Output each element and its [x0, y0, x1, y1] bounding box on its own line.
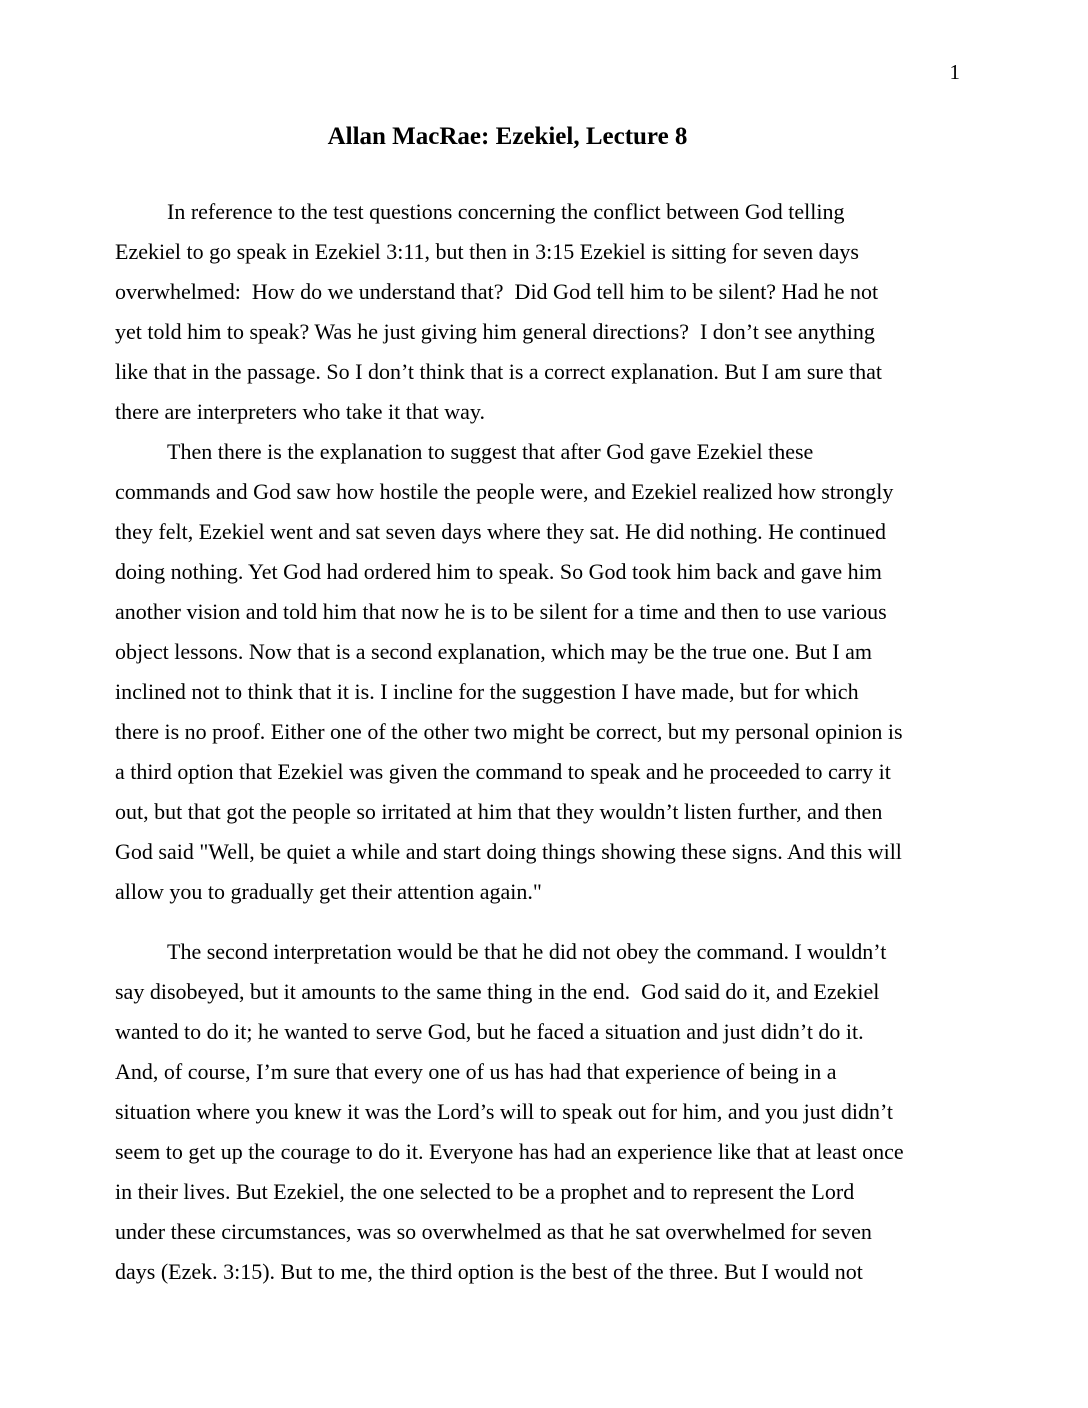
text-line: seem to get up the courage to do it. Everyone has had an experience like that at least once	[115, 1139, 904, 1164]
page-number: 1	[949, 60, 960, 84]
document-title: Allan MacRae: Ezekiel, Lecture 8	[327, 123, 688, 150]
text-line: object lessons. Now that is a second explanation, which may be the true one. But I am	[115, 639, 872, 664]
text-line: out, but that got the people so irritated at him that they wouldn’t listen further, and then	[115, 799, 883, 824]
text-line: yet told him to speak? Was he just giving him general directions? I don’t see anything	[115, 319, 875, 344]
paragraph-2	[115, 432, 975, 912]
text-line: overwhelmed: How do we understand that? Did God tell him to be silent? Had he not	[115, 279, 879, 304]
text-line: like that in the passage. So I don’t think that is a correct explanation. But I am sure that	[115, 359, 882, 384]
text-line: God said "Well, be quiet a while and start doing things showing these signs. And this will	[115, 839, 902, 864]
paragraph-1	[115, 192, 975, 432]
text-line: say disobeyed, but it amounts to the same thing in the end. God said do it, and Ezekiel	[115, 979, 880, 1004]
text-line: there is no proof. Either one of the other two might be correct, but my personal opinion is	[115, 719, 903, 744]
text-line: under these circumstances, was so overwhelmed as that he sat overwhelmed for seven	[115, 1219, 872, 1244]
text-line: there are interpreters who take it that way.	[115, 399, 485, 424]
text-line: The second interpretation would be that he did not obey the command. I wouldn’t	[167, 939, 887, 964]
text-line: doing nothing. Yet God had ordered him to speak. So God took him back and gave him	[115, 559, 882, 584]
text-line: a third option that Ezekiel was given the command to speak and he proceeded to carry it	[115, 759, 891, 784]
text-line: Ezekiel to go speak in Ezekiel 3:11, but then in 3:15 Ezekiel is sitting for seven days	[115, 239, 859, 264]
text-line: commands and God saw how hostile the people were, and Ezekiel realized how strongly	[115, 479, 894, 504]
document-body	[115, 192, 975, 1292]
text-line: Then there is the explanation to suggest that after God gave Ezekiel these	[167, 439, 814, 464]
text-line: inclined not to think that it is. I incline for the suggestion I have made, but for which	[115, 679, 859, 704]
text-line: days (Ezek. 3:15). But to me, the third option is the best of the three. But I would not	[115, 1259, 863, 1284]
text-line: In reference to the test questions concerning the conflict between God telling	[167, 199, 845, 224]
text-line: another vision and told him that now he is to be silent for a time and then to use various	[115, 599, 887, 624]
paragraph-3	[115, 932, 975, 1292]
text-line: allow you to gradually get their attention again."	[115, 879, 542, 904]
text-line: they felt, Ezekiel went and sat seven days where they sat. He did nothing. He continued	[115, 519, 886, 544]
text-line: And, of course, I’m sure that every one of us has had that experience of being in a	[115, 1059, 837, 1084]
text-line: in their lives. But Ezekiel, the one selected to be a prophet and to represent the Lord	[115, 1179, 855, 1204]
text-line: situation where you knew it was the Lord’s will to speak out for him, and you just didn’t	[115, 1099, 894, 1124]
text-line: wanted to do it; he wanted to serve God, but he faced a situation and just didn’t do it.	[115, 1019, 864, 1044]
